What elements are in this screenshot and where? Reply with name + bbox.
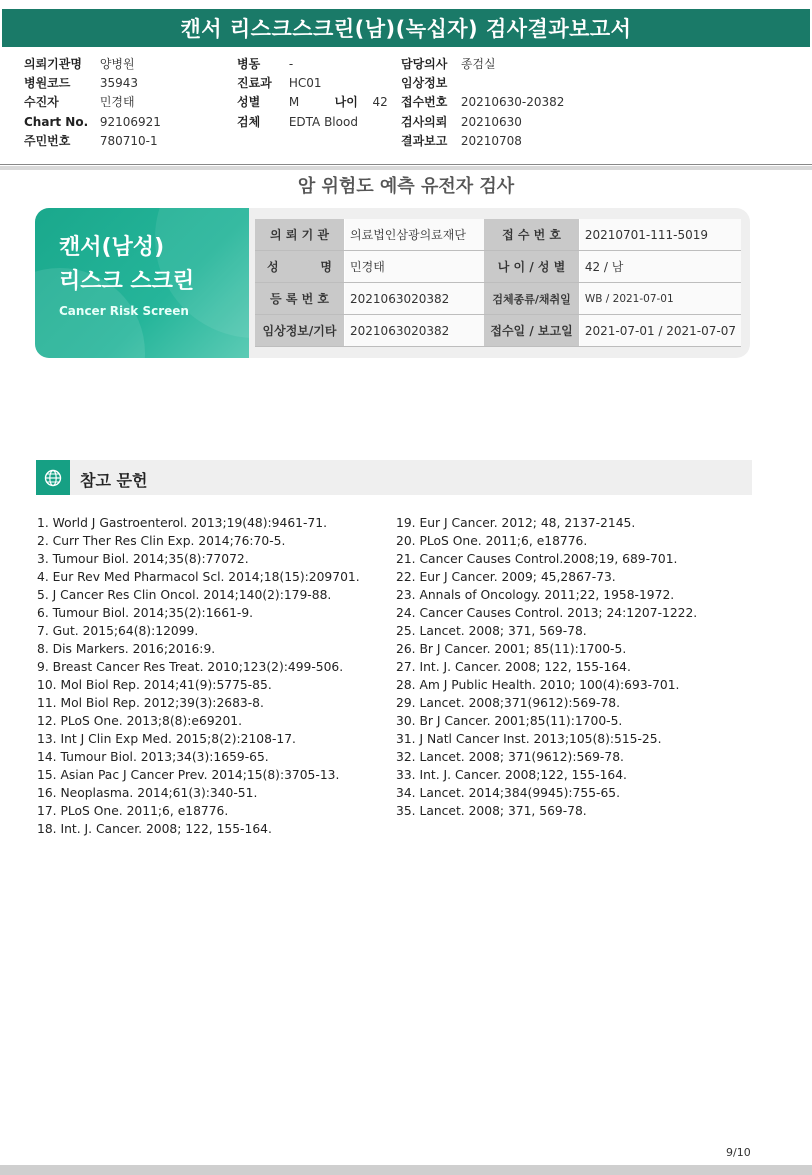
info-key: 주민번호 bbox=[24, 134, 71, 148]
list-item: 31. J Natl Cancer Inst. 2013;105(8):515-25. bbox=[396, 732, 662, 746]
list-item: 25. Lancet. 2008; 371, 569-78. bbox=[396, 624, 587, 638]
table-label: 의 뢰 기 관 bbox=[255, 219, 345, 251]
table-row bbox=[255, 251, 741, 283]
references-title: 참고 문헌 bbox=[80, 471, 148, 490]
list-item: 27. Int. J. Cancer. 2008; 122, 155-164. bbox=[396, 660, 631, 674]
product-banner bbox=[35, 208, 249, 358]
list-item: 26. Br J Cancer. 2001; 85(11):1700-5. bbox=[396, 642, 627, 656]
info-key: 임상정보 bbox=[401, 76, 448, 90]
info-row-receipt-no bbox=[401, 93, 564, 111]
table-value: WB / 2021-07-01 bbox=[579, 283, 741, 315]
info-value: - bbox=[288, 57, 294, 71]
table-row bbox=[255, 219, 741, 251]
list-item: 24. Cancer Causes Control. 2013; 24:1207-1222. bbox=[396, 606, 698, 620]
info-key: 병동 bbox=[237, 57, 261, 71]
info-value: M bbox=[288, 95, 300, 109]
list-item: 35. Lancet. 2008; 371, 569-78. bbox=[396, 804, 587, 818]
info-row-sex bbox=[237, 93, 388, 111]
list-item: 14. Tumour Biol. 2013;34(3):1659-65. bbox=[37, 750, 269, 764]
banner-subtitle: Cancer Risk Screen bbox=[59, 304, 189, 318]
divider bbox=[0, 164, 812, 165]
table-label: 임상정보/기타 bbox=[255, 315, 345, 347]
table-label: 나 이 / 성 별 bbox=[484, 251, 579, 283]
references-list-left bbox=[37, 514, 360, 838]
list-item: 30. Br J Cancer. 2001;85(11):1700-5. bbox=[396, 714, 623, 728]
page-number: 9/10 bbox=[726, 1146, 751, 1159]
info-key: 병원코드 bbox=[24, 76, 71, 90]
info-row-resident-no bbox=[24, 132, 158, 150]
list-item: 3. Tumour Biol. 2014;35(8):77072. bbox=[37, 552, 249, 566]
list-item: 19. Eur J Cancer. 2012; 48, 2137-2145. bbox=[396, 516, 636, 530]
globe-icon bbox=[36, 460, 70, 495]
page-title: 암 위험도 예측 유전자 검사 bbox=[297, 176, 515, 197]
info-key: 담당의사 bbox=[401, 57, 448, 71]
list-item: 23. Annals of Oncology. 2011;22, 1958-1972. bbox=[396, 588, 675, 602]
info-value: 780710-1 bbox=[99, 134, 158, 148]
list-item: 4. Eur Rev Med Pharmacol Scl. 2014;18(15):209701. bbox=[37, 570, 360, 584]
info-key: 성별 bbox=[237, 95, 261, 109]
list-item: 29. Lancet. 2008;371(9612):569-78. bbox=[396, 696, 621, 710]
info-row-request-date bbox=[401, 113, 522, 131]
list-item: 33. Int. J. Cancer. 2008;122, 155-164. bbox=[396, 768, 627, 782]
list-item: 18. Int. J. Cancer. 2008; 122, 155-164. bbox=[37, 822, 272, 836]
list-item: 11. Mol Biol Rep. 2012;39(3):2683-8. bbox=[37, 696, 264, 710]
list-item: 32. Lancet. 2008; 371(9612):569-78. bbox=[396, 750, 624, 764]
banner-title-line1: 캔서(남성) bbox=[59, 235, 165, 260]
table-value: 민경태 bbox=[345, 251, 485, 283]
info-value: 20210708 bbox=[460, 134, 522, 148]
table-row bbox=[255, 283, 741, 315]
list-item: 9. Breast Cancer Res Treat. 2010;123(2):499-506. bbox=[37, 660, 344, 674]
list-item: 21. Cancer Causes Control.2008;19, 689-701. bbox=[396, 552, 678, 566]
info-value: 35943 bbox=[99, 76, 139, 90]
footer-bar bbox=[0, 1165, 812, 1175]
references-list-right bbox=[396, 514, 697, 820]
info-value: 종검실 bbox=[460, 57, 496, 71]
info-row-chart-no bbox=[24, 113, 161, 131]
list-item: 12. PLoS One. 2013;8(8):e69201. bbox=[37, 714, 243, 728]
list-item: 17. PLoS One. 2011;6, e18776. bbox=[37, 804, 229, 818]
table-value: 의료법인삼광의료재단 bbox=[345, 219, 485, 251]
info-value: EDTA Blood bbox=[288, 115, 358, 129]
info-key: 검체 bbox=[237, 115, 261, 129]
table-value: 2021063020382 bbox=[345, 283, 485, 315]
test-info-table bbox=[255, 219, 741, 347]
info-row-patient bbox=[24, 93, 135, 111]
list-item: 10. Mol Biol Rep. 2014;41(9):5775-85. bbox=[37, 678, 272, 692]
table-label: 접수일 / 보고일 bbox=[484, 315, 579, 347]
list-item: 1. World J Gastroenterol. 2013;19(48):9461-71. bbox=[37, 516, 327, 530]
info-value-age: 42 bbox=[372, 95, 388, 109]
info-key: 수진자 bbox=[24, 95, 59, 109]
info-row-clinical bbox=[401, 74, 461, 92]
info-key: 의뢰기관명 bbox=[24, 57, 82, 71]
table-label: 검체종류/채취일 bbox=[484, 283, 579, 315]
table-value: 42 / 남 bbox=[579, 251, 741, 283]
patient-info bbox=[0, 55, 812, 165]
info-value: 민경태 bbox=[99, 95, 135, 109]
info-row-report-date bbox=[401, 132, 522, 150]
list-item: 6. Tumour Biol. 2014;35(2):1661-9. bbox=[37, 606, 254, 620]
banner-title-line2: 리스크 스크린 bbox=[59, 269, 195, 294]
info-value: 20210630-20382 bbox=[460, 95, 565, 109]
report-title-bar bbox=[2, 9, 810, 47]
list-item: 22. Eur J Cancer. 2009; 45,2867-73. bbox=[396, 570, 616, 584]
table-label: 접 수 번 호 bbox=[484, 219, 579, 251]
list-item: 7. Gut. 2015;64(8):12099. bbox=[37, 624, 199, 638]
table-value: 2021063020382 bbox=[345, 315, 485, 347]
table-value: 20210701-111-5019 bbox=[579, 219, 741, 251]
info-row-hospital-code bbox=[24, 74, 138, 92]
info-value: HC01 bbox=[288, 76, 322, 90]
info-value: 20210630 bbox=[460, 115, 522, 129]
info-key: 접수번호 bbox=[401, 95, 448, 109]
info-key: Chart No. bbox=[24, 115, 89, 129]
info-row-doctor bbox=[401, 55, 496, 73]
list-item: 5. J Cancer Res Clin Oncol. 2014;140(2):179-88. bbox=[37, 588, 332, 602]
divider-bar bbox=[0, 166, 812, 170]
list-item: 34. Lancet. 2014;384(9945):755-65. bbox=[396, 786, 621, 800]
table-value: 2021-07-01 / 2021-07-07 bbox=[579, 315, 741, 347]
list-item: 13. Int J Clin Exp Med. 2015;8(2):2108-17. bbox=[37, 732, 296, 746]
list-item: 28. Am J Public Health. 2010; 100(4):693-701. bbox=[396, 678, 680, 692]
list-item: 8. Dis Markers. 2016;2016:9. bbox=[37, 642, 216, 656]
info-key: 진료과 bbox=[237, 76, 272, 90]
info-row-specimen bbox=[237, 113, 358, 131]
info-row-institution bbox=[24, 55, 135, 73]
info-key-age: 나이 bbox=[334, 95, 358, 109]
list-item: 15. Asian Pac J Cancer Prev. 2014;15(8):3705-13. bbox=[37, 768, 340, 782]
report-header-title: 캔서 리스크스크린(남)(녹십자) 검사결과보고서 bbox=[180, 17, 632, 41]
list-item: 20. PLoS One. 2011;6, e18776. bbox=[396, 534, 588, 548]
info-row-department bbox=[237, 74, 322, 92]
info-row-ward bbox=[237, 55, 293, 73]
table-row bbox=[255, 315, 741, 347]
list-item: 16. Neoplasma. 2014;61(3):340-51. bbox=[37, 786, 258, 800]
table-label: 성 명 bbox=[255, 251, 345, 283]
info-value: 92106921 bbox=[99, 115, 161, 129]
info-key: 검사의뢰 bbox=[401, 115, 448, 129]
table-label: 등 록 번 호 bbox=[255, 283, 345, 315]
info-value: 양병원 bbox=[99, 57, 135, 71]
info-key: 결과보고 bbox=[401, 134, 448, 148]
list-item: 2. Curr Ther Res Clin Exp. 2014;76:70-5. bbox=[37, 534, 286, 548]
